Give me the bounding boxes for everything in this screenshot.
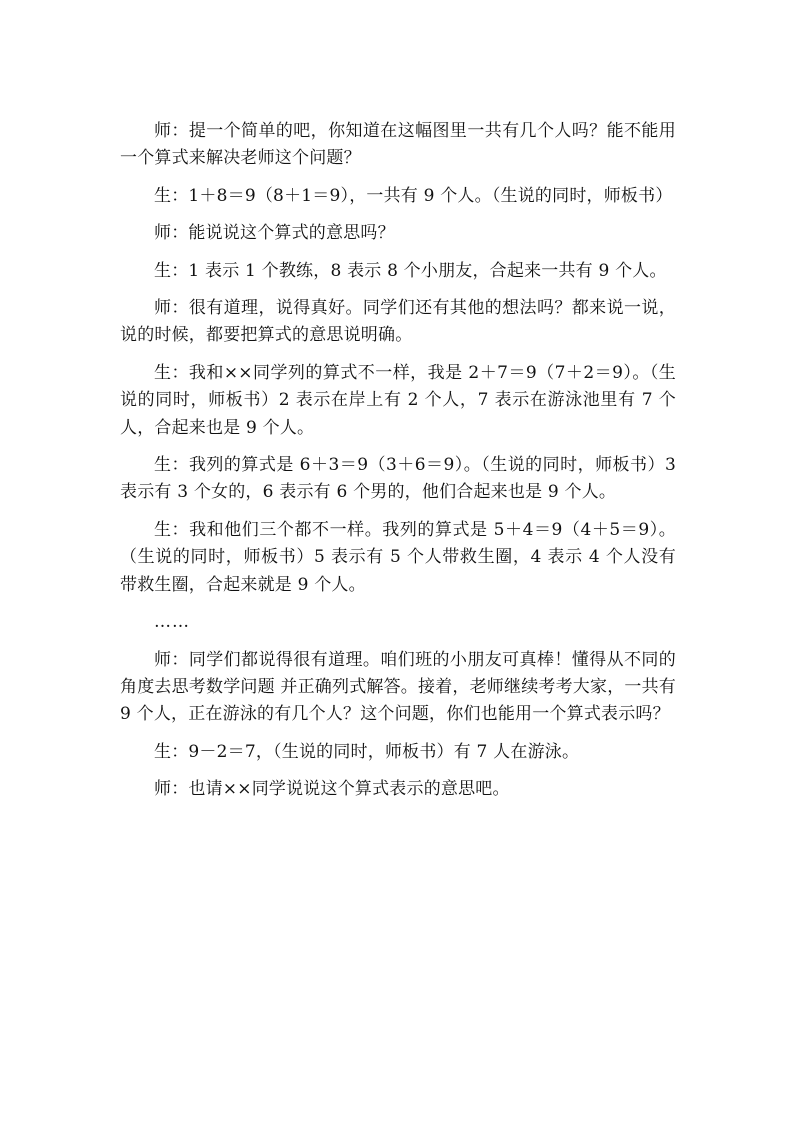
paragraph-12: 师：也请××同学说说这个算式表示的意思吧。 (154, 779, 510, 800)
paragraph-ellipsis: …… (154, 612, 190, 633)
paragraph-2: 生：1＋8＝9（8＋1＝9），一共有 9 个人。（生说的同时，师板书） (154, 185, 673, 206)
document-page (120, 118, 676, 814)
paragraph-3: 师：能说说这个算式的意思吗？ (154, 223, 395, 244)
paragraph-7: 生：我列的算式是 6＋3＝9（3＋6＝9）。（生说的同时，师板书）3 表示有 3 个女的，6 表示有 6 个男的，他们合起来也是 9 个人。 (120, 455, 676, 503)
paragraph-6: 生：我和××同学列的算式不一样，我是 2＋7＝9（7＋2＝9）。（生说的同时，师板书）2 表示在岸上有 2 个人，7 表示在游泳池里有 7 个人，合起来也是 9 个人。 (120, 362, 676, 438)
paragraph-10: 师：同学们都说得很有道理。咱们班的小朋友可真棒！懂得从不同的角度去思考数学问题 并正确列式解答。接着，老师继续考考大家，一共有 9 个人，正在游泳的有几个人？这个问题，你们也能用一个算式表示吗？ (120, 649, 677, 725)
paragraph-1: 师：提一个简单的吧，你知道在这幅图里一共有几个人吗？能不能用一个算式来解决老师这个问题？ (120, 121, 676, 169)
paragraph-4: 生：1 表示 1 个教练，8 表示 8 个小朋友，合起来一共有 9 个人。 (154, 260, 667, 281)
paragraph-5: 师：很有道理，说得真好。同学们还有其他的想法吗？都来说一说，说的时候，都要把算式的意思说明确。 (120, 298, 676, 346)
paragraph-8: 生：我和他们三个都不一样。我列的算式是 5＋4＝9（4＋5＝9）。（生说的同时，师板书）5 表示有 5 个人带救生圈，4 表示 4 个人没有带救生圈，合起来就是 9 个人。 (120, 519, 676, 595)
paragraph-11: 生：9－2＝7，（生说的同时，师板书）有 7 人在游泳。 (154, 741, 580, 762)
